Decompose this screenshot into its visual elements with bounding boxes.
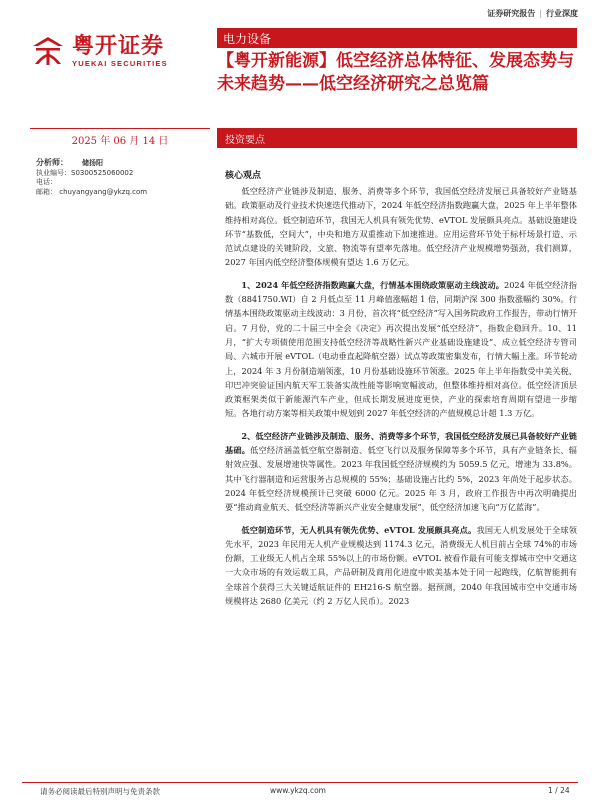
paragraph-2 [225, 278, 577, 421]
analyst-name: 储扬阳 [82, 159, 103, 167]
paragraph-2-text: 2024 年低空经济指数（8841750.WI）自 2 月低点至 11 月峰值涨幅超 1 倍，同期沪深 300 指数涨幅约 30%。行情基本围绕政策驱动主线波动：3 月份，首次将“低空经济”写入国务院政府工作报告，带动行情开启。7 月份，党的二十届三中全会《决定》再次提出发展“低空经济”，指数企稳回升。10、11 月，“扩大专项债使用范围支持低空经济等战略性新兴产业基础设施建设”、成立低空经济专管司局、六城市开展 eVTOL（电动垂直起降航空器）试点等政策密集发布，行情大幅上涨。环节轮动上，2024 年 3 月份制造端领涨，10 月份基础设施环节领涨。2025 年上半年指数受中美关税、印巴冲突验证国内航天军工装备实战性能等影响宽幅波动，但整体维持相对高位。低空经济顶层政策框架类似于新能源汽车产业，但成长期发展进度更快，产业的探索培育周期有望进一步缩短。各地行动方案等相关政策中规划到 2027 年低空经济的产值规模总计超 1.3 万亿。 [225, 279, 577, 419]
report-date: 2025 年 06 月 14 日 [71, 136, 169, 147]
report-header [487, 8, 578, 19]
section-bar [217, 128, 577, 148]
page-number: 1 / 24 [548, 786, 570, 795]
footer-url[interactable]: www.ykzq.com [270, 786, 326, 795]
company-logo [30, 34, 168, 68]
analyst-block [36, 158, 147, 197]
footer-disclaimer: 请务必阅读最后特别声明与免责条款 [40, 787, 160, 796]
logo-en-text: YUEKAI SECURITIES [72, 58, 168, 68]
report-type: 证券研究报告 [487, 9, 536, 18]
paragraph-3-text: 低空经济涵盖低空航空器制造、低空飞行以及服务保障等多个环节，具有产业链条长、辐射效应强、发展增速快等属性。2023 年我国低空经济规模约为 5059.5 亿元，增速为 33.8%。其中飞行器制造和运营服务占总规模的 55%；基础设施占比约 5%，2023 年尚处于起步状态。2024 年低空经济规模预计已突破 6000 亿元。2025 年 3 月，政府工作报告中再次明确提出要“推动商业航天、低空经济等新兴产业安全健康发展”，低空经济加速飞向“万亿蓝海”。 [225, 445, 577, 513]
paragraph-2-heading: 1、2024 年低空经济指数跑赢大盘，行情基本围绕政策驱动主线波动。 [241, 279, 505, 290]
report-title: 【粤开新能源】低空经济总体特征、发展态势与未来趋势——低空经济研究之总览篇 [217, 51, 574, 94]
analyst-label: 分析师： [36, 158, 68, 167]
analyst-cert: 执业编号：S0300525060002 [36, 168, 134, 177]
footer-divider [22, 782, 578, 783]
section-label: 投资要点 [225, 135, 265, 146]
header-separator: | [539, 9, 542, 18]
report-body [225, 184, 577, 616]
analyst-phone: 电话： [36, 178, 57, 186]
report-category: 行业深度 [546, 9, 578, 18]
logo-mark-icon [30, 34, 66, 68]
paragraph-4 [225, 523, 577, 609]
paragraph-1: 低空经济产业链涉及制造、服务、消费等多个环节，我国低空经济发展已具备较好产业链基础。政策驱动及行业技术快速迭代推动下，2024 年低空经济指数跑赢大盘，2025 年上半年整体维持相对高位。低空制造环节，我国无人机具有领先优势、eVTOL 发展颇具亮点。基础设施建设环节“基数低，空间大”，中央和地方双重推动下加速推进。应用运营环节处于标杆场景打造、示范试点建设的关键阶段，文旅、物流等有望率先落地。低空经济产业规模增势强劲，我们测算，2027 年国内低空经济整体规模有望达 1.6 万亿元。 [225, 186, 577, 268]
paragraph-3-heading: 2、低空经济产业链涉及制造、服务、消费等多个环节，我国低空经济发展已具备较好产业链基础。 [225, 430, 577, 456]
analyst-email[interactable]: 邮箱： chuyangyang@ykzq.com [36, 187, 148, 196]
paragraph-4-heading: 低空制造环节，无人机具有领先优势、eVTOL 发展颇具亮点。 [241, 524, 477, 535]
sector-label: 电力设备 [223, 32, 272, 46]
date-divider [30, 128, 210, 129]
sector-bar [217, 28, 577, 48]
paragraph-3 [225, 429, 577, 515]
core-view-heading: 核心观点 [225, 171, 262, 181]
logo-cn-text: 粤开证券 [72, 33, 165, 59]
paragraph-4-text: 我国无人机发展处于全球领先水平，2023 年民用无人机产业规模达到 1174.3 亿元，消费级无人机目前占全球 74%的市场份额，工业级无人机占全球 55%以上的市场份额。eVTOL 被看作最有可能支撑城市空中交通这一大众市场的有效运载工具，产品研制及商用化进度中欧美基本处于同一起跑线，亿航智能拥有全球首个获得三大关键适航证件的 EH216-S 航空器。据预测，2040 年我国城市空中交通市场规模将达 2680 亿美元（约 2 万亿人民币）。2023 [225, 524, 577, 607]
